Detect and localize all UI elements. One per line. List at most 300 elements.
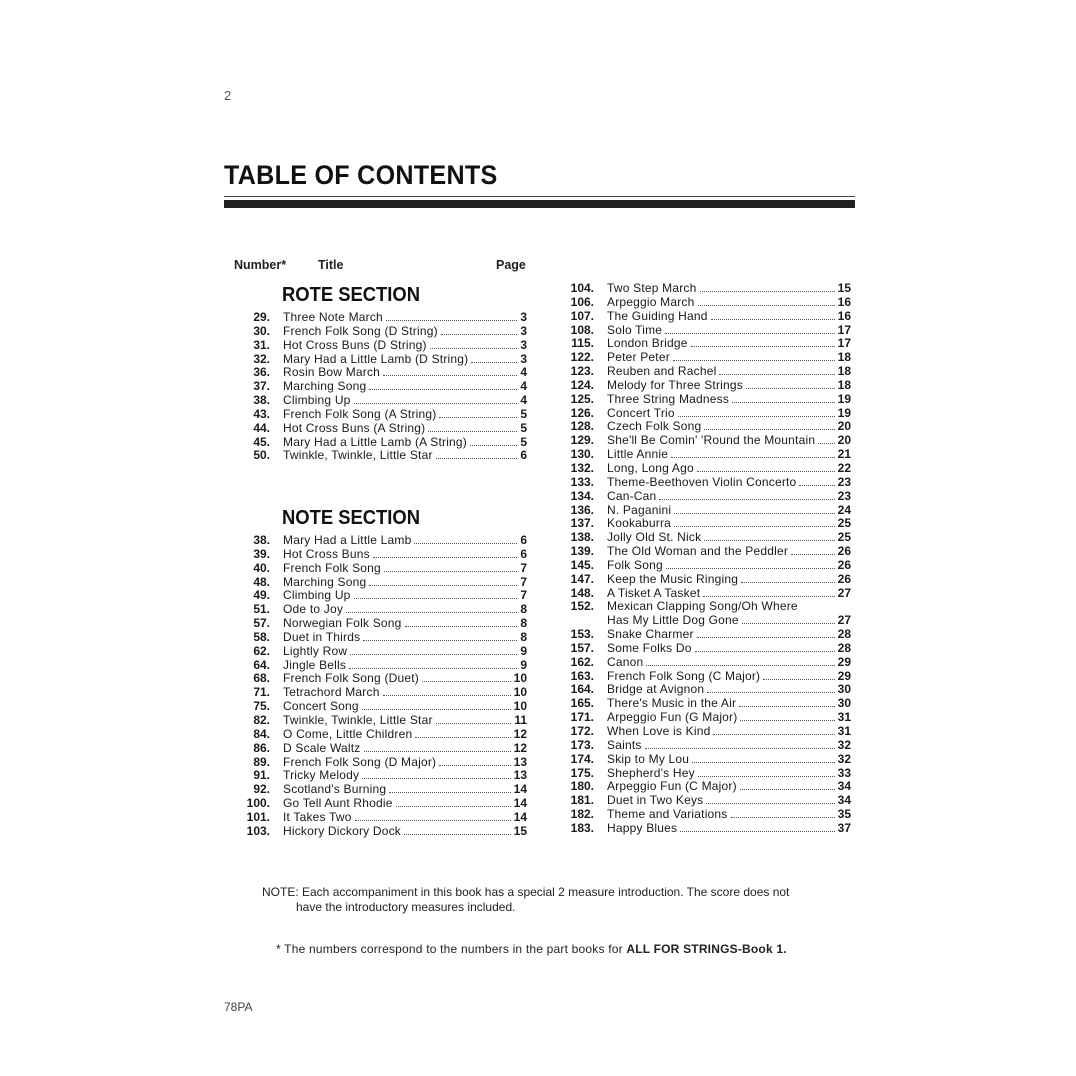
entry-page: 16 (837, 308, 851, 323)
entry-number: 48. (253, 574, 270, 589)
entry-page: 27 (837, 585, 851, 600)
entry-number: 172. (570, 724, 594, 738)
entry-title: Hickory Dickory Dock (283, 823, 402, 838)
entry-page: 22 (837, 460, 851, 475)
page-title: TABLE OF CONTENTS (224, 160, 498, 190)
entry-page: 4 (520, 379, 527, 394)
entry-title: Lightly Row (283, 643, 348, 658)
entry-title: French Folk Song (C Major) (607, 668, 761, 683)
entry-number: 38. (253, 393, 270, 408)
entry-title: Marching Song (283, 379, 367, 394)
entry-page: 14 (513, 782, 527, 797)
entry-number: 124. (570, 377, 594, 392)
entry-title: Tetrachord March (283, 685, 380, 700)
dot-leader (704, 428, 834, 430)
entry-title: Concert Trio (607, 405, 675, 420)
dot-leader (369, 584, 517, 586)
entry-number: 58. (253, 629, 270, 644)
entry-number: 30. (253, 323, 270, 338)
entry-title: French Folk Song (Duet) (283, 671, 419, 686)
entry-number: 148. (570, 585, 594, 600)
entry-page: 15 (513, 823, 527, 838)
dot-leader (383, 374, 517, 376)
entry-page: 4 (520, 365, 527, 380)
entry-title: Can-Can (607, 488, 657, 503)
entry-number: 175. (570, 765, 594, 780)
dot-leader (695, 650, 835, 652)
dot-leader (436, 457, 518, 459)
entry-number: 115. (571, 336, 594, 351)
entry-page: 3 (520, 310, 527, 324)
entry-title: Skip to My Lou (607, 751, 690, 766)
entry-title: Mary Had a Little Lamb (A String) (283, 434, 468, 449)
entry-page: 23 (837, 488, 851, 503)
dot-leader (364, 750, 511, 752)
entry-title: Happy Blues (607, 820, 678, 835)
dot-leader (799, 484, 834, 486)
entry-page: 18 (837, 364, 851, 379)
entry-number: 183. (570, 820, 594, 835)
entry-title: Little Annie (607, 447, 669, 462)
dot-leader (471, 361, 517, 363)
entry-number: 37. (253, 379, 270, 394)
entry-number: 38. (253, 533, 270, 547)
dot-leader (354, 597, 518, 599)
entry-number: 68. (253, 671, 270, 686)
entry-title: Climbing Up (283, 588, 351, 603)
entry-title: Two Step March (607, 281, 697, 295)
entry-number: 39. (253, 546, 270, 561)
column-header-page: Page (496, 258, 526, 272)
entry-number: 91. (253, 768, 270, 783)
entry-number: 57. (253, 616, 270, 631)
entry-number: 123. (570, 364, 594, 379)
entry-number: 122. (570, 350, 594, 365)
entry-title: Duet in Thirds (283, 629, 361, 644)
entry-title: When Love is Kind (607, 724, 711, 738)
entry-number: 108. (570, 322, 594, 337)
entry-number: 174. (570, 751, 594, 766)
entry-page: 6 (520, 533, 527, 547)
entry-number: 147. (570, 571, 594, 586)
entry-page: 3 (520, 351, 527, 366)
entry-title: Jingle Bells (283, 657, 347, 672)
entry-page: 6 (520, 448, 527, 463)
accompaniment-note (262, 885, 842, 915)
entry-title: Three Note March (283, 310, 383, 324)
entry-title: Arpeggio March (607, 294, 695, 309)
entry-number: 51. (253, 602, 270, 617)
entry-number: 62. (253, 643, 270, 658)
dot-leader (362, 708, 511, 710)
entry-page: 27 (837, 613, 851, 628)
entry-page: 33 (837, 765, 851, 780)
entry-title: Theme and Variations (607, 807, 728, 822)
entry-number: 71. (253, 685, 270, 700)
entry-page: 19 (837, 391, 851, 406)
entry-page: 28 (837, 627, 851, 642)
dot-leader (386, 319, 517, 321)
entry-title: Has My Little Dog Gone (607, 613, 739, 628)
dot-leader (389, 791, 510, 793)
entry-title: N. Paganini (607, 502, 672, 517)
entry-title: Peter Peter (607, 350, 670, 365)
dot-leader (430, 347, 518, 349)
dot-leader (665, 332, 834, 334)
entry-number: 139. (570, 544, 594, 559)
entry-title: Concert Song (283, 699, 359, 714)
entry-page: 26 (837, 557, 851, 572)
dot-leader (396, 805, 511, 807)
entry-number: 163. (570, 668, 594, 683)
entry-number: 132. (570, 460, 594, 475)
entry-number: 84. (253, 726, 270, 741)
dot-leader (692, 761, 834, 763)
entry-number: 89. (253, 754, 270, 769)
entry-number: 173. (570, 737, 594, 752)
entry-page: 11 (514, 712, 527, 727)
entry-page: 17 (837, 336, 851, 351)
dot-leader (436, 722, 512, 724)
entry-title: It Takes Two (283, 809, 352, 824)
entry-title: Hot Cross Buns (283, 546, 370, 561)
note-section-heading: NOTE SECTION (282, 507, 421, 529)
dot-leader (707, 691, 834, 693)
entry-title: Long, Long Ago (607, 460, 694, 475)
entry-number: 86. (253, 740, 270, 755)
entry-number: 134. (570, 488, 594, 503)
entry-page: 3 (520, 323, 527, 338)
entry-page: 29 (837, 668, 851, 683)
dot-leader (422, 680, 511, 682)
entry-title: Saints (607, 737, 642, 752)
entry-page: 7 (520, 574, 527, 589)
entry-number: 125. (570, 391, 594, 406)
column-header-number: Number* (234, 258, 287, 272)
dot-leader (383, 694, 511, 696)
entry-number: 157. (570, 640, 594, 655)
entry-number: 165. (570, 696, 594, 711)
entry-page: 12 (513, 740, 527, 755)
footnote (276, 942, 787, 956)
entry-page: 8 (520, 629, 527, 644)
dot-leader (697, 636, 835, 638)
entry-page: 3 (520, 337, 527, 352)
entry-number: 145. (570, 557, 594, 572)
entry-page: 34 (837, 793, 851, 808)
dot-leader (405, 625, 518, 627)
dot-leader (674, 512, 834, 514)
entry-number: 126. (570, 405, 594, 420)
entry-page: 34 (837, 779, 851, 794)
dot-leader (700, 290, 835, 292)
dot-leader (713, 733, 834, 735)
entry-page: 10 (513, 699, 527, 714)
dot-leader (742, 622, 835, 624)
entry-page: 30 (837, 696, 851, 711)
entry-number: 100. (246, 796, 270, 811)
entry-page: 25 (837, 516, 851, 531)
entry-number: 130. (570, 447, 594, 462)
note-line-1: NOTE: Each accompaniment in this book has a special 2 measure introduction. The score does not (262, 885, 790, 899)
entry-number: 31. (253, 337, 270, 352)
entry-page: 31 (837, 710, 851, 725)
entry-number: 29. (253, 310, 270, 324)
entry-page: 10 (513, 671, 527, 686)
entry-title: Norwegian Folk Song (283, 616, 402, 631)
entry-page: 15 (837, 281, 851, 295)
dot-leader (373, 556, 517, 558)
rote-section-heading: ROTE SECTION (282, 284, 421, 306)
entry-page: 14 (513, 809, 527, 824)
dot-leader (719, 373, 834, 375)
entry-page: 26 (837, 544, 851, 559)
entry-title: Duet in Two Keys (607, 793, 704, 808)
entry-number: 133. (570, 474, 594, 489)
entry-page: 18 (837, 350, 851, 365)
entry-number: 153. (570, 627, 594, 642)
entry-number: 82. (253, 712, 270, 727)
entry-number: 104. (570, 281, 594, 295)
entry-title: Shepherd's Hey (607, 765, 695, 780)
entry-page: 12 (513, 726, 527, 741)
entry-page: 37 (837, 820, 851, 835)
entry-number: 138. (570, 530, 594, 545)
note-line-2: have the introductory measures included. (296, 900, 516, 914)
entry-number: 32. (253, 351, 270, 366)
entry-title: Arpeggio Fun (C Major) (607, 779, 737, 794)
dot-leader (763, 678, 834, 680)
entry-number: 137. (570, 516, 594, 531)
entry-page: 20 (837, 433, 851, 448)
entry-title: Czech Folk Song (607, 419, 702, 434)
entry-title: Rosin Bow March (283, 365, 381, 380)
entry-number: 64. (253, 657, 270, 672)
dot-leader (355, 819, 511, 821)
entry-title: London Bridge (607, 336, 688, 351)
dot-leader (698, 775, 835, 777)
entry-number: 40. (253, 560, 270, 575)
entry-title: The Guiding Hand (607, 308, 708, 323)
entry-page: 8 (520, 616, 527, 631)
dot-leader (711, 318, 835, 320)
entry-page: 23 (837, 474, 851, 489)
entry-page: 21 (837, 447, 851, 462)
entry-page: 32 (837, 751, 851, 766)
dot-leader (698, 304, 835, 306)
entry-number: 45. (253, 434, 270, 449)
entry-title: Ode to Joy (283, 602, 344, 617)
entry-page: 20 (837, 419, 851, 434)
dot-leader (362, 777, 510, 779)
entry-title: French Folk Song (A String) (283, 406, 437, 421)
entry-title: Bridge at Avignon (607, 682, 705, 697)
entry-title: Scotland's Burning (283, 782, 387, 797)
entry-page: 17 (837, 322, 851, 337)
entry-title: She'll Be Comin' 'Round the Mountain (607, 433, 816, 448)
entry-title: Reuben and Rachel (607, 364, 717, 379)
entry-page: 7 (520, 560, 527, 575)
dot-leader (404, 833, 511, 835)
entry-title: Marching Song (283, 574, 367, 589)
entry-title: Solo Time (607, 322, 663, 337)
dot-leader (439, 416, 517, 418)
dot-leader (818, 442, 834, 444)
entry-page: 29 (837, 654, 851, 669)
entry-page: 24 (837, 502, 851, 517)
entry-page: 30 (837, 682, 851, 697)
dot-leader (697, 470, 835, 472)
entry-page: 13 (513, 768, 527, 783)
entry-title: Twinkle, Twinkle, Little Star (283, 448, 433, 463)
entry-page: 5 (520, 434, 527, 449)
entry-page: 25 (837, 530, 851, 545)
entry-number: 180. (570, 779, 594, 794)
footer-code: 78PA (224, 1000, 253, 1014)
entry-number: 50. (253, 448, 270, 463)
dot-leader (441, 333, 518, 335)
dot-leader (740, 788, 835, 790)
footnote-text: * The numbers correspond to the numbers in the part books for (276, 942, 627, 956)
dot-leader (415, 736, 510, 738)
dot-leader (704, 539, 834, 541)
entry-number: 44. (253, 420, 270, 435)
entry-title: A Tisket A Tasket (607, 585, 701, 600)
dot-leader (680, 830, 834, 832)
entry-title: Canon (607, 654, 644, 669)
entry-number: 103. (246, 823, 270, 838)
entry-title: Hot Cross Buns (A String) (283, 420, 426, 435)
entry-page: 18 (837, 377, 851, 392)
entry-title: Mary Had a Little Lamb (283, 533, 412, 547)
entry-title: Twinkle, Twinkle, Little Star (283, 712, 433, 727)
entry-title: Mexican Clapping Song/Oh Where (607, 599, 798, 614)
entry-page: 5 (520, 406, 527, 421)
entry-title: Some Folks Do (607, 640, 692, 655)
entry-title: French Folk Song (283, 560, 381, 575)
entry-number: 164. (570, 682, 594, 697)
entry-page: 9 (520, 643, 527, 658)
dot-leader (666, 567, 835, 569)
entry-title: French Folk Song (D String) (283, 323, 438, 338)
dot-leader (349, 667, 517, 669)
dot-leader (706, 802, 834, 804)
entry-number: 136. (570, 502, 594, 517)
entry-title: Go Tell Aunt Rhodie (283, 796, 393, 811)
entry-page: 31 (837, 724, 851, 738)
entry-number: 107. (570, 308, 594, 323)
entry-number: 106. (570, 294, 594, 309)
entry-page: 26 (837, 571, 851, 586)
entry-number: 36. (253, 365, 270, 380)
entry-title: French Folk Song (D Major) (283, 754, 437, 769)
entry-title: Jolly Old St. Nick (607, 530, 702, 545)
dot-leader (369, 388, 517, 390)
dot-leader (731, 816, 835, 818)
entry-number: 49. (253, 588, 270, 603)
dot-leader (739, 705, 835, 707)
entry-page: 14 (513, 796, 527, 811)
dot-leader (659, 498, 834, 500)
entry-title: There's Music in the Air (607, 696, 737, 711)
entry-page: 10 (513, 685, 527, 700)
entry-title: Snake Charmer (607, 627, 694, 642)
entry-title: The Old Woman and the Peddler (607, 544, 789, 559)
dot-leader (350, 653, 517, 655)
entry-page: 6 (520, 546, 527, 561)
entry-number: 75. (253, 699, 270, 714)
dot-leader (428, 430, 517, 432)
dot-leader (673, 359, 835, 361)
entry-number: 129. (570, 433, 594, 448)
entry-number: 128. (570, 419, 594, 434)
dot-leader (678, 415, 835, 417)
entry-title: Keep the Music Ringing (607, 571, 739, 586)
entry-number: 152. (570, 599, 594, 614)
entry-title: D Scale Waltz (283, 740, 361, 755)
dot-leader (732, 401, 835, 403)
dot-leader (741, 581, 835, 583)
entry-title: Kookaburra (607, 516, 672, 531)
entry-title: Tricky Melody (283, 768, 360, 783)
entry-title: O Come, Little Children (283, 726, 413, 741)
entry-page: 9 (520, 657, 527, 672)
dot-leader (346, 611, 517, 613)
dot-leader (414, 542, 517, 544)
dot-leader (439, 764, 510, 766)
entry-page: 19 (837, 405, 851, 420)
entry-number: 171. (570, 710, 594, 725)
entry-title: Hot Cross Buns (D String) (283, 337, 427, 352)
entry-number: 181. (570, 793, 594, 808)
entry-title: Three String Madness (607, 391, 730, 406)
entry-title: Mary Had a Little Lamb (D String) (283, 351, 469, 366)
entry-page: 4 (520, 393, 527, 408)
entry-page: 16 (837, 294, 851, 309)
title-rule-thin (224, 196, 855, 197)
footnote-book-title: ALL FOR STRINGS-Book 1. (626, 942, 787, 956)
column-header-title: Title (318, 258, 344, 272)
entry-number: 101. (246, 809, 270, 824)
dot-leader (354, 402, 518, 404)
dot-leader (384, 570, 517, 572)
dot-leader (746, 387, 835, 389)
entry-title: Climbing Up (283, 393, 351, 408)
entry-number: 43. (253, 406, 270, 421)
entry-page: 5 (520, 420, 527, 435)
entry-title: Arpeggio Fun (G Major) (607, 710, 738, 725)
entry-title: Melody for Three Strings (607, 377, 743, 392)
entry-page: 28 (837, 640, 851, 655)
entry-number: 182. (570, 807, 594, 822)
entry-page: 8 (520, 602, 527, 617)
dot-leader (691, 345, 835, 347)
dot-leader (645, 747, 835, 749)
entry-page: 32 (837, 737, 851, 752)
dot-leader (470, 444, 517, 446)
dot-leader (671, 456, 835, 458)
entry-page: 35 (837, 807, 851, 822)
dot-leader (740, 719, 834, 721)
page-number: 2 (224, 88, 232, 103)
entry-title: Theme-Beethoven Violin Concerto (607, 474, 797, 489)
entry-number: 162. (570, 654, 594, 669)
entry-page: 13 (513, 754, 527, 769)
entry-title: Folk Song (607, 557, 663, 572)
dot-leader (646, 664, 834, 666)
entry-number: 92. (253, 782, 270, 797)
dot-leader (363, 639, 517, 641)
